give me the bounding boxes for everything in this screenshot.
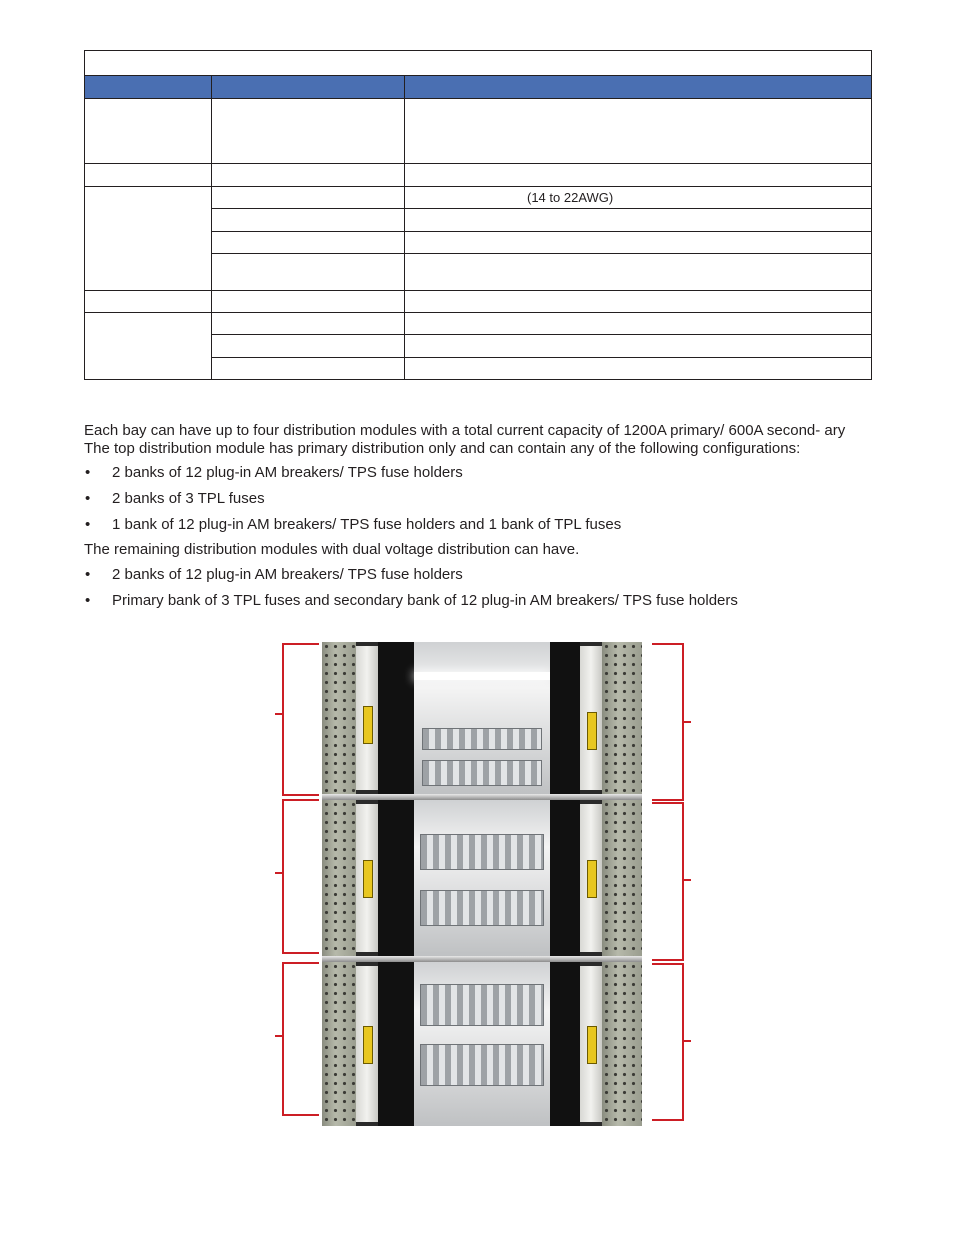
list-item-text: 2 banks of 12 plug-in AM breakers/ TPS fuse holders — [112, 464, 463, 481]
table-header-row — [85, 76, 872, 99]
list-item — [84, 512, 864, 538]
table-row — [85, 313, 872, 335]
table-header-cell — [212, 76, 405, 99]
table-cell — [405, 254, 872, 291]
callout-tick — [275, 872, 282, 874]
callout-bracket-left-bottom — [282, 962, 319, 1116]
table-title-cell — [85, 51, 872, 76]
callout-bracket-right-middle — [652, 802, 684, 961]
list-item — [84, 588, 864, 614]
specifications-table — [84, 50, 872, 380]
table-row — [85, 99, 872, 164]
callout-bracket-left-top — [282, 643, 319, 796]
table-cell — [85, 164, 212, 187]
list-item-text: Primary bank of 3 TPL fuses and secondary bank of 12 plug-in AM breakers/ TPS fuse holders — [112, 592, 738, 609]
list-item-text: 1 bank of 12 plug-in AM breakers/ TPS fuse holders and 1 bank of TPL fuses — [112, 516, 622, 533]
callout-bracket-right-top — [652, 643, 684, 801]
bullet: • — [85, 566, 91, 583]
table-row — [85, 187, 872, 209]
table-cell — [405, 358, 872, 380]
table-cell — [405, 313, 872, 335]
list-item — [84, 460, 864, 486]
callout-tick — [275, 713, 282, 715]
table-title-row — [85, 51, 872, 76]
callout-tick — [684, 721, 691, 723]
callout-tick — [684, 1040, 691, 1042]
callout-tick — [275, 1035, 282, 1037]
callout-bracket-right-bottom — [652, 963, 684, 1121]
table-cell — [405, 99, 872, 164]
table-cell — [85, 99, 212, 164]
table-cell — [405, 335, 872, 358]
list-item — [84, 486, 864, 512]
distribution-module-middle — [322, 800, 642, 956]
table-cell — [85, 313, 212, 380]
table-header-cell — [405, 76, 872, 99]
remaining-modules-paragraph: The remaining distribution modules with dual voltage distribution can have. — [84, 541, 580, 558]
distribution-module-top — [322, 642, 642, 794]
top-module-config-list — [84, 460, 864, 538]
dual-voltage-config-list — [84, 562, 864, 614]
callout-tick — [684, 879, 691, 881]
bullet: • — [85, 464, 91, 481]
distribution-bay-photo — [322, 642, 642, 1126]
distribution-module-bottom — [322, 962, 642, 1126]
bullet: • — [85, 592, 91, 609]
table-row — [85, 291, 872, 313]
bullet: • — [85, 490, 91, 507]
table-cell — [405, 232, 872, 254]
table-cell — [212, 232, 405, 254]
table-cell — [212, 358, 405, 380]
table-cell — [212, 99, 405, 164]
table-header-cell — [85, 76, 212, 99]
intro-paragraph: Each bay can have up to four distribution modules with a total current capacity of 1200A primary/ 600A second- ary The top distribution module has primary distribution only and can contain any of the following configurations: — [84, 422, 846, 457]
table-cell — [212, 335, 405, 358]
list-item — [84, 562, 864, 588]
body-text — [84, 422, 864, 614]
table-cell — [212, 313, 405, 335]
table-cell — [212, 164, 405, 187]
table-cell — [212, 187, 405, 209]
list-item-text: 2 banks of 12 plug-in AM breakers/ TPS fuse holders — [112, 566, 463, 583]
callout-bracket-left-middle — [282, 799, 319, 954]
bullet: • — [85, 516, 91, 533]
table-cell — [212, 254, 405, 291]
list-item-text: 2 banks of 3 TPL fuses — [112, 490, 265, 507]
table-row — [85, 164, 872, 187]
wire-gauge-cell: (14 to 22AWG) — [405, 187, 872, 209]
table-cell — [212, 291, 405, 313]
table-cell — [405, 209, 872, 232]
table-cell — [85, 291, 212, 313]
table-cell — [405, 164, 872, 187]
table-cell — [85, 187, 212, 291]
table-cell — [212, 209, 405, 232]
table-cell — [405, 291, 872, 313]
